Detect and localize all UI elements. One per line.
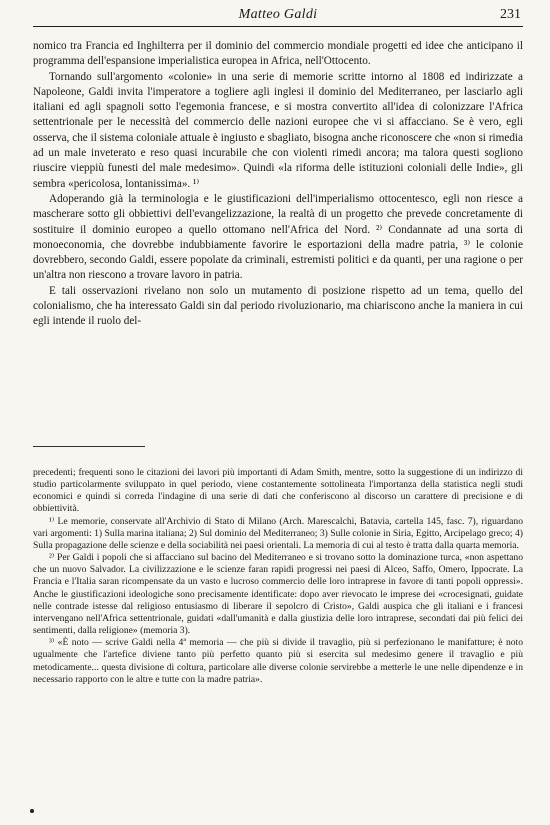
paragraph: Adoperando già la terminologia e le giustificazioni dell'imperialismo ottocentesco, egli non riesce a mascherare sotto gli obbiettivi dell'evangelizzazione, la realtà di un progetto che prevede concretamente di sostituire il dominio europeo a quello ottomano nell'Africa del Nord. ²⁾ Condannate ad una sorta di monoeconomia, che dovrebbe indubbiamente favorire le esportazioni della madre patria, ³⁾ le colonie dovrebbero, secondo Galdi, essere popolate da criminali, estremisti politici e da quanti, per una ragione o per un'altra non riescono a trovare lavoro in patria. (33, 192, 523, 282)
paragraph: E tali osservazioni rivelano non solo un mutamento di posizione rispetto ad un tema, quello del colonialismo, che ha interessato Galdi sin dal periodo rivoluzionario, ma chiariscono anche la maniera in cui egli intende il ruolo del- (33, 284, 523, 328)
running-header (33, 6, 523, 27)
footnote-3: ³⁾ «È noto — scrive Galdi nella 4ª memoria — che più si divide il travaglio, più si perfezionano le manifatture; è noto ugualmente che l'artefice diviene tanto più perfetto quanto più si esercita sul medesimo genere il travaglio e più metodicamente... questa divisione di coltura, particolare alle diverse colonie servirebbe a metterle le une nelle dipendenze e in necessario rapporto con le altre e tutte con la madre patria». (33, 637, 523, 685)
main-text (33, 39, 523, 330)
page-mark (30, 809, 34, 813)
footnote-1: ¹⁾ Le memorie, conservate all'Archivio di Stato di Milano (Arch. Marescalchi, Batavia, cartella 145, fasc. 7), riguardano vari argomenti: 1) Sulla marina italiana; 2) Sul dominio del Mediterraneo; 3) Sulle colonie in Siria, Egitto, Arcipelago greco; 4) Sulla propagazione delle scienze e della sociabilità nei paesi orientali. La memoria di cui al testo è tratta dalla quarta memoria. (33, 515, 523, 551)
footnote-continuation: precedenti; frequenti sono le citazioni dei lavori più importanti di Adam Smith, mentre, sotto la suggestione di un indirizzo di studio particolarmente sviluppato in quel periodo, viene costantemente sottolineata l'importanza della statistica negli studi economici e quindi si correda l'indagine di una serie di dati che conferiscono al discorso un carattere di precisione e di obbiettività. (33, 467, 523, 515)
footnote-separator (33, 446, 145, 447)
footnote-2: ²⁾ Per Galdi i popoli che si affacciano sul bacino del Mediterraneo e si trovano sotto la dominazione turca, «non aspettano che un nuovo Salvador. La civilizzazione e le scienze faran rapidi progressi nei paesi di Alceo, Saffo, Omero, Ippocrate. La Francia e l'Italia saran ricompensate da un vasto e lucroso commercio delle loro intraprese in favore di tanti popoli oppressi». Anche le giustificazioni ideologiche sono precisamente identificate: dopo aver rievocato le imprese dei «crocesignati, guidate nelle contrade istesse dal religioso entusiasmo di liberare il sepolcro di Cristo», Galdi auspica che gli italiani e i francesi intervengano nell'Africa settentrionale, guidati «dall'umanità e dalla giustizia delle loro intraprese, secondati dai più felici dei sentimenti, dalla religione» (memoria 3). (33, 552, 523, 637)
page-number: 231 (500, 7, 521, 22)
paragraph: nomico tra Francia ed Inghilterra per il dominio del commercio mondiale progetti ed idee che anticipano il programma dell'espansione imperialistica europea in Africa, nell'Ottocento. (33, 40, 523, 68)
footnotes (33, 467, 523, 686)
paragraph: Tornando sull'argomento «colonie» in una serie di memorie scritte intorno al 1808 ed indirizzate a Napoleone, Galdi invita l'imperatore a togliere agli inglesi il dominio del Mediterraneo, per lasciarlo agli italiani ed agli spagnoli sotto l'egemonia francese, e si mostra convertito all'idea di colonizzare l'Africa settentrionale per le necessità del commercio delle nazioni europee che vi si affacciano. Se è vero, egli osserva, che il sistema coloniale attuale è ingiusto e sbagliato, bisogna anche riconoscere che «non si rimedia ad un male inveterato e reso quasi incurabile che con violenti rimedi ancora; ma talora questi sogliono riuscire vieppiù funesti del male medesimo». Quindi «la riforma delle istituzioni coloniali delle Indie», gli sembra «pericolosa, lontanissima». ¹⁾ (33, 70, 523, 190)
running-title: Matteo Galdi (238, 7, 318, 22)
